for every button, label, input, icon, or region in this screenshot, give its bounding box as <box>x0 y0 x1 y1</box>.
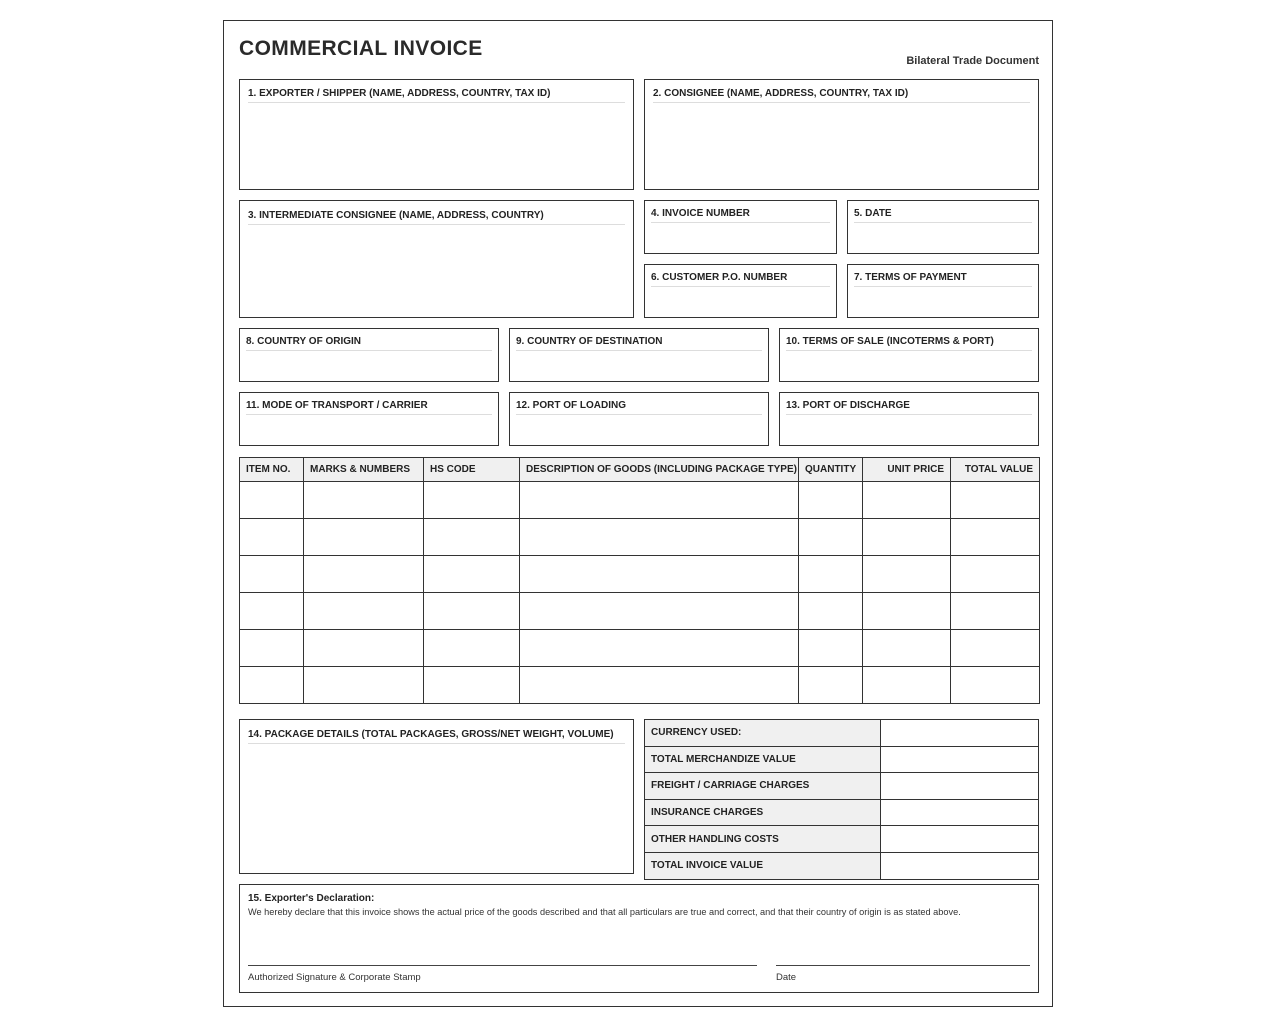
table-cell[interactable] <box>240 667 304 704</box>
terms-of-payment-label: 7. TERMS OF PAYMENT <box>854 272 1032 287</box>
total-merchandize-value[interactable] <box>881 746 1039 773</box>
table-cell[interactable] <box>951 519 1040 556</box>
col-hs-code: HS CODE <box>424 458 520 482</box>
table-row <box>240 556 1040 593</box>
table-cell[interactable] <box>799 630 863 667</box>
table-cell[interactable] <box>424 630 520 667</box>
terms-of-sale-label: 10. TERMS OF SALE (INCOTERMS & PORT) <box>786 336 1032 351</box>
table-cell[interactable] <box>863 593 951 630</box>
freight-charges-value[interactable] <box>881 773 1039 800</box>
table-cell[interactable] <box>520 519 799 556</box>
currency-used-label: CURRENCY USED: <box>645 720 881 747</box>
insurance-charges-value[interactable] <box>881 799 1039 826</box>
table-cell[interactable] <box>304 593 424 630</box>
total-invoice-label: TOTAL INVOICE VALUE <box>645 852 881 879</box>
items-header-row <box>240 458 1040 482</box>
transport-label: 11. MODE OF TRANSPORT / CARRIER <box>246 400 492 415</box>
table-cell[interactable] <box>424 667 520 704</box>
intermediate-consignee-label: 3. INTERMEDIATE CONSIGNEE (NAME, ADDRESS, COUNTRY) <box>248 210 625 225</box>
col-marks-numbers: MARKS & NUMBERS <box>304 458 424 482</box>
date-signature-label: Date <box>776 972 797 983</box>
table-cell[interactable] <box>304 519 424 556</box>
table-row <box>240 667 1040 704</box>
transport-field[interactable] <box>239 392 499 446</box>
table-cell[interactable] <box>520 630 799 667</box>
port-of-loading-label: 12. PORT OF LOADING <box>516 400 762 415</box>
col-total-value: TOTAL VALUE <box>951 458 1040 482</box>
table-cell[interactable] <box>951 482 1040 519</box>
country-of-origin-label: 8. COUNTRY OF ORIGIN <box>246 336 492 351</box>
page-title: COMMERCIAL INVOICE <box>239 37 483 60</box>
table-cell[interactable] <box>863 630 951 667</box>
totals-row <box>645 826 1039 853</box>
total-invoice-value[interactable] <box>881 852 1039 879</box>
signature-label: Authorized Signature & Corporate Stamp <box>248 972 421 983</box>
table-cell[interactable] <box>951 556 1040 593</box>
page-subtitle: Bilateral Trade Document <box>906 55 1039 67</box>
date-line[interactable] <box>776 965 1030 966</box>
col-item-no: ITEM NO. <box>240 458 304 482</box>
invoice-number-field[interactable] <box>644 200 837 254</box>
invoice-number-label: 4. INVOICE NUMBER <box>651 208 830 223</box>
table-cell[interactable] <box>240 519 304 556</box>
freight-charges-label: FREIGHT / CARRIAGE CHARGES <box>645 773 881 800</box>
table-cell[interactable] <box>799 667 863 704</box>
port-of-loading-field[interactable] <box>509 392 769 446</box>
table-cell[interactable] <box>240 630 304 667</box>
date-label: 5. DATE <box>854 208 1032 223</box>
date-field[interactable] <box>847 200 1039 254</box>
total-merchandize-label: TOTAL MERCHANDIZE VALUE <box>645 746 881 773</box>
table-cell[interactable] <box>799 482 863 519</box>
table-cell[interactable] <box>424 593 520 630</box>
table-cell[interactable] <box>799 593 863 630</box>
country-of-destination-field[interactable] <box>509 328 769 382</box>
table-cell[interactable] <box>863 519 951 556</box>
table-row <box>240 482 1040 519</box>
declaration-title: 15. Exporter's Declaration: <box>248 893 375 904</box>
intermediate-consignee-field[interactable] <box>239 200 634 318</box>
country-of-origin-field[interactable] <box>239 328 499 382</box>
package-details-field[interactable] <box>239 719 634 874</box>
port-of-discharge-field[interactable] <box>779 392 1039 446</box>
totals-row <box>645 852 1039 879</box>
table-cell[interactable] <box>240 593 304 630</box>
package-details-label: 14. PACKAGE DETAILS (TOTAL PACKAGES, GROSS/NET WEIGHT, VOLUME) <box>248 729 625 744</box>
table-cell[interactable] <box>520 556 799 593</box>
table-cell[interactable] <box>424 482 520 519</box>
totals-row <box>645 773 1039 800</box>
terms-of-sale-field[interactable] <box>779 328 1039 382</box>
table-cell[interactable] <box>520 667 799 704</box>
table-cell[interactable] <box>424 519 520 556</box>
terms-of-payment-field[interactable] <box>847 264 1039 318</box>
table-row <box>240 593 1040 630</box>
col-description: DESCRIPTION OF GOODS (INCLUDING PACKAGE TYPE) <box>520 458 799 482</box>
table-cell[interactable] <box>304 667 424 704</box>
table-cell[interactable] <box>304 630 424 667</box>
table-cell[interactable] <box>951 593 1040 630</box>
totals-table <box>644 719 1039 880</box>
table-row <box>240 630 1040 667</box>
currency-used-value[interactable] <box>881 720 1039 747</box>
table-cell[interactable] <box>240 556 304 593</box>
other-handling-label: OTHER HANDLING COSTS <box>645 826 881 853</box>
totals-row <box>645 799 1039 826</box>
exporter-field[interactable] <box>239 79 634 190</box>
customer-po-label: 6. CUSTOMER P.O. NUMBER <box>651 272 830 287</box>
port-of-discharge-label: 13. PORT OF DISCHARGE <box>786 400 1032 415</box>
table-row <box>240 519 1040 556</box>
table-cell[interactable] <box>424 556 520 593</box>
declaration-section <box>239 884 1039 993</box>
table-cell[interactable] <box>863 556 951 593</box>
table-cell[interactable] <box>240 482 304 519</box>
items-body <box>240 482 1040 704</box>
items-table <box>239 457 1040 704</box>
consignee-label: 2. CONSIGNEE (NAME, ADDRESS, COUNTRY, TAX ID) <box>653 88 1030 103</box>
exporter-label: 1. EXPORTER / SHIPPER (NAME, ADDRESS, COUNTRY, TAX ID) <box>248 88 625 103</box>
table-cell[interactable] <box>863 482 951 519</box>
totals-row <box>645 746 1039 773</box>
table-cell[interactable] <box>520 482 799 519</box>
other-handling-value[interactable] <box>881 826 1039 853</box>
table-cell[interactable] <box>951 630 1040 667</box>
signature-line[interactable] <box>248 965 757 966</box>
col-quantity: QUANTITY <box>799 458 863 482</box>
col-unit-price: UNIT PRICE <box>863 458 951 482</box>
table-cell[interactable] <box>863 667 951 704</box>
table-cell[interactable] <box>951 667 1040 704</box>
insurance-charges-label: INSURANCE CHARGES <box>645 799 881 826</box>
customer-po-field[interactable] <box>644 264 837 318</box>
table-cell[interactable] <box>799 519 863 556</box>
table-cell[interactable] <box>520 593 799 630</box>
table-cell[interactable] <box>304 482 424 519</box>
table-cell[interactable] <box>304 556 424 593</box>
country-of-destination-label: 9. COUNTRY OF DESTINATION <box>516 336 762 351</box>
declaration-text: We hereby declare that this invoice shows the actual price of the goods described and that all particulars are true and correct, and that their country of origin is as stated above. <box>248 907 961 917</box>
consignee-field[interactable] <box>644 79 1039 190</box>
totals-row <box>645 720 1039 747</box>
table-cell[interactable] <box>799 556 863 593</box>
